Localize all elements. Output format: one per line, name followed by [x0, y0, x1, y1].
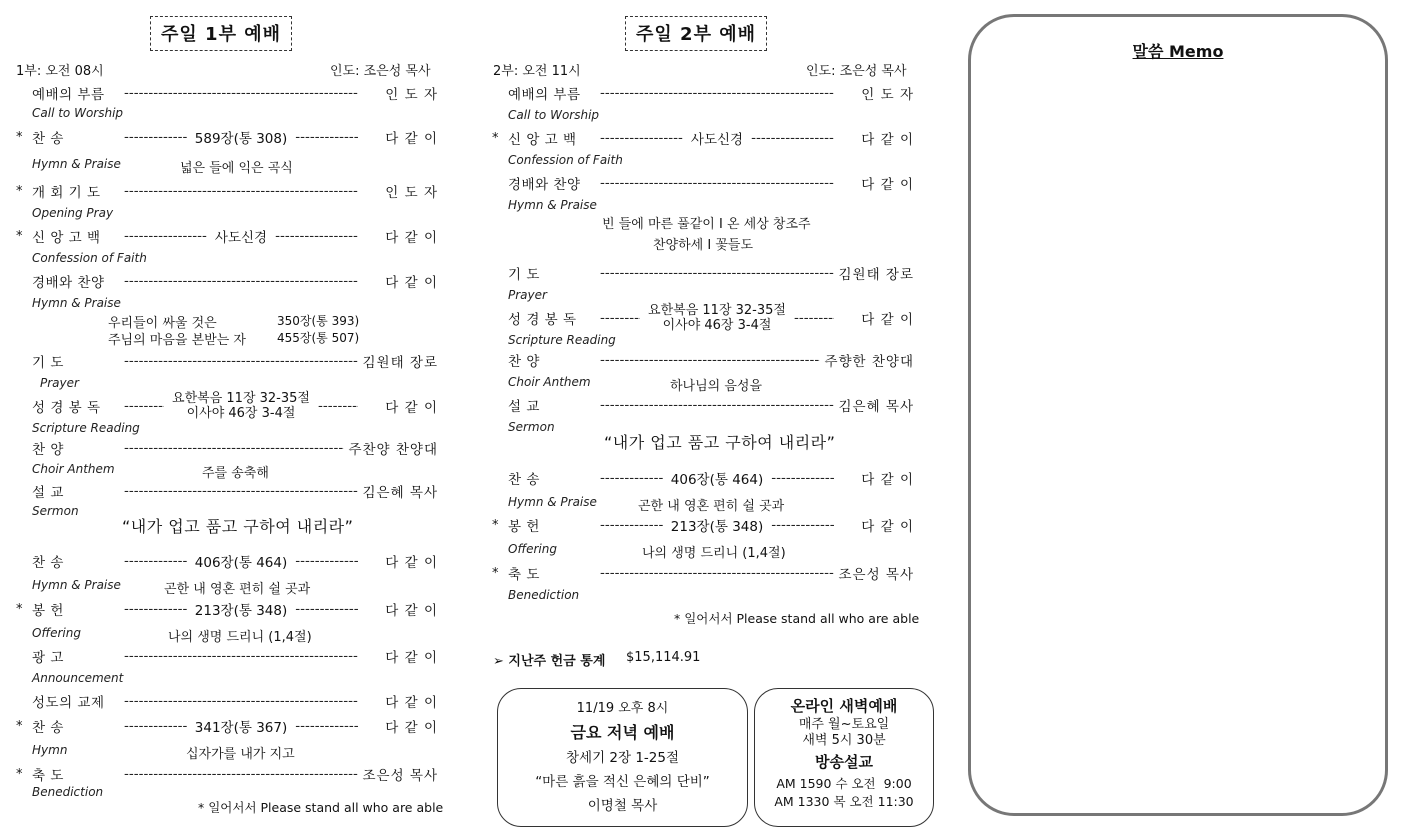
order-label: 신 앙 고 백 — [508, 132, 577, 148]
order-label: 찬 송 — [32, 555, 64, 571]
order-label: 성도의 교제 — [32, 695, 105, 711]
friday-service-box — [497, 688, 748, 827]
order-row — [32, 646, 438, 666]
order-label: 찬 송 — [32, 720, 64, 736]
leader-dots — [124, 718, 187, 734]
sermon-title: “내가 업고 품고 구하여 내리라” — [122, 517, 354, 536]
order-row — [508, 83, 914, 103]
leader-dots — [600, 310, 640, 326]
order-leader: 다 같 이 — [385, 555, 439, 571]
order-row — [32, 438, 438, 458]
service2-leader: 인도: 조은성 목사 — [806, 64, 907, 79]
english-caption: Hymn & Praise — [32, 578, 121, 592]
friday-preacher: 이명철 목사 — [587, 798, 658, 815]
service1-title: 주일 1부 예배 — [150, 16, 292, 51]
leader-dots — [600, 175, 834, 191]
song-title: 나의 생명 드리니 (1,4절) — [168, 630, 312, 645]
order-row — [16, 226, 439, 246]
order-row — [32, 691, 438, 711]
stand-footnote: * 일어서서 Please stand all who are able — [674, 611, 920, 626]
english-caption: Sermon — [508, 420, 555, 434]
english-caption: Confession of Faith — [508, 153, 623, 167]
stand-mark: * — [16, 228, 23, 244]
order-detail: 사도신경 — [214, 230, 268, 246]
order-label: 축 도 — [508, 567, 540, 583]
order-label: 기 도 — [508, 267, 540, 283]
song-title: 십자가를 내가 지고 — [186, 747, 295, 762]
leader-dots — [600, 130, 683, 146]
order-row — [508, 303, 914, 333]
english-caption: Choir Anthem — [32, 462, 115, 476]
order-label: 찬 양 — [508, 354, 540, 370]
leader-dots — [318, 398, 358, 414]
service1-time: 1부: 오전 08시 — [16, 64, 104, 79]
order-label: 예배의 부름 — [32, 87, 105, 103]
leader-dots — [600, 85, 834, 101]
order-leader: 다 같 이 — [385, 603, 439, 619]
leader-dots — [751, 130, 834, 146]
scripture-line-2: 이사야 46장 3-4절 — [186, 406, 296, 421]
leader-dots — [124, 483, 358, 499]
order-row — [16, 181, 438, 201]
order-leader: 김은혜 목사 — [838, 399, 914, 415]
song-title: 넓은 들에 익은 곡식 — [180, 161, 293, 176]
praise-song-title: 주님의 마음을 본받는 자 — [108, 333, 246, 348]
song-title: 하나님의 음성을 — [670, 379, 763, 394]
stand-mark: * — [16, 129, 23, 145]
scripture-line-1: 요한복음 11장 32-35절 — [172, 391, 310, 406]
english-caption: Call to Worship — [508, 108, 600, 122]
am1330-line: AM 1330 목 오전 11:30 — [774, 794, 914, 810]
leader-dots — [600, 352, 820, 368]
memo-box[interactable] — [968, 14, 1388, 816]
english-caption: Prayer — [508, 288, 547, 302]
stand-footnote: * 일어서서 Please stand all who are able — [198, 800, 444, 815]
order-leader: 다 같 이 — [385, 131, 439, 147]
order-row — [508, 350, 914, 370]
order-row — [508, 468, 914, 488]
order-row — [32, 351, 438, 371]
order-label: 축 도 — [32, 768, 64, 784]
order-leader: 다 같 이 — [385, 275, 438, 291]
leader-dots — [124, 766, 358, 782]
order-leader: 다 같 이 — [385, 695, 438, 711]
praise-song-line: 찬양하세 I 꽃들도 — [653, 238, 754, 253]
order-label: 광 고 — [32, 650, 64, 666]
service1-leader: 인도: 조은성 목사 — [330, 64, 431, 79]
online-dawn-box — [754, 688, 934, 827]
order-label: 기 도 — [32, 355, 64, 371]
order-detail: 사도신경 — [690, 132, 744, 148]
leader-dots — [124, 85, 358, 101]
order-leader: 조은성 목사 — [838, 567, 914, 583]
leader-dots — [124, 601, 187, 617]
leader-dots — [124, 273, 358, 289]
stand-mark: * — [492, 565, 499, 581]
order-label: 신 앙 고 백 — [32, 230, 101, 246]
order-detail: 406장(통 464) — [194, 555, 288, 571]
order-leader: 다 같 이 — [385, 230, 439, 246]
order-leader: 주향한 찬양대 — [824, 354, 914, 370]
order-leader: 다 같 이 — [385, 650, 438, 666]
friday-scripture: 창세기 2장 1-25절 — [565, 749, 679, 766]
order-row — [32, 551, 438, 571]
leader-dots — [124, 398, 164, 414]
english-caption: Hymn & Praise — [508, 495, 597, 509]
friday-date: 11/19 오후 8시 — [576, 701, 669, 716]
song-title: 곤한 내 영혼 편히 쉴 곳과 — [638, 499, 785, 514]
online-line2: 새벽 5시 30분 — [802, 732, 886, 748]
leader-dots — [124, 228, 207, 244]
leader-dots — [124, 553, 187, 569]
online-title: 온라인 새벽예배 — [790, 697, 898, 715]
order-detail — [644, 303, 790, 333]
order-leader: 김원태 장로 — [362, 355, 438, 371]
order-row — [16, 127, 439, 147]
stand-mark: * — [16, 718, 23, 734]
stand-mark: * — [16, 183, 23, 199]
english-caption: Hymn — [32, 743, 68, 757]
memo-title: 말씀 Memo — [1132, 42, 1224, 61]
english-caption: Hymn & Praise — [508, 198, 597, 212]
order-leader: 인 도 자 — [385, 185, 438, 201]
online-line1: 매주 월~토요일 — [798, 717, 890, 732]
english-caption: Offering — [32, 626, 81, 640]
order-leader: 주찬양 찬양대 — [348, 442, 438, 458]
order-leader: 다 같 이 — [861, 472, 915, 488]
leader-dots — [124, 440, 344, 456]
leader-dots — [794, 310, 834, 326]
stand-mark: * — [492, 130, 499, 146]
english-caption: Sermon — [32, 504, 79, 518]
order-leader: 김은혜 목사 — [362, 485, 438, 501]
english-caption: Opening Pray — [32, 206, 114, 220]
order-row — [492, 515, 915, 535]
leader-dots — [295, 718, 358, 734]
leader-dots — [124, 353, 358, 369]
english-caption: Hymn & Praise — [32, 296, 121, 310]
praise-song-number: 455장(통 507) — [277, 331, 360, 345]
broadcast-title: 방송설교 — [815, 753, 873, 772]
english-caption: Announcement — [32, 671, 124, 685]
order-label: 성 경 봉 독 — [508, 312, 577, 328]
song-title: 주를 송축해 — [202, 466, 269, 481]
scripture-line-2: 이사야 46장 3-4절 — [662, 318, 772, 333]
order-detail — [168, 391, 314, 421]
order-label: 봉 헌 — [508, 519, 540, 535]
offering-amount: $15,114.91 — [626, 650, 701, 665]
english-caption: Choir Anthem — [508, 375, 591, 389]
leader-dots — [771, 517, 834, 533]
stand-mark: * — [492, 517, 499, 533]
order-label: 성 경 봉 독 — [32, 400, 101, 416]
order-leader: 다 같 이 — [385, 400, 438, 416]
order-row — [16, 764, 438, 784]
order-leader: 김원태 장로 — [838, 267, 914, 283]
order-leader: 인 도 자 — [385, 87, 438, 103]
order-row — [508, 173, 914, 193]
leader-dots — [124, 693, 358, 709]
english-caption: Hymn & Praise — [32, 157, 121, 171]
praise-song-number: 350장(통 393) — [277, 314, 360, 328]
leader-dots — [771, 470, 834, 486]
order-row — [492, 563, 914, 583]
order-detail: 213장(통 348) — [194, 603, 288, 619]
leader-dots — [275, 228, 358, 244]
friday-title: 금요 저녁 예배 — [570, 722, 675, 742]
order-row — [16, 599, 439, 619]
english-caption: Scripture Reading — [32, 421, 140, 435]
order-row — [508, 395, 914, 415]
scripture-line-1: 요한복음 11장 32-35절 — [648, 303, 786, 318]
order-label: 개 회 기 도 — [32, 185, 101, 201]
order-detail: 406장(통 464) — [670, 472, 764, 488]
leader-dots — [600, 517, 663, 533]
leader-dots — [600, 470, 663, 486]
leader-dots — [600, 397, 834, 413]
order-leader: 다 같 이 — [861, 132, 915, 148]
order-label: 찬 양 — [32, 442, 64, 458]
song-title: 나의 생명 드리니 (1,4절) — [642, 546, 786, 561]
order-row — [508, 263, 914, 283]
praise-song-line: 빈 들에 마른 풀같이 I 온 세상 창조주 — [602, 217, 811, 232]
praise-song-title: 우리들이 싸울 것은 — [108, 316, 217, 331]
order-leader: 인 도 자 — [861, 87, 914, 103]
english-caption: Prayer — [40, 376, 79, 390]
offering-label: ➢ 지난주 헌금 통계 — [493, 654, 606, 669]
english-caption: Call to Worship — [32, 106, 124, 120]
leader-dots — [124, 648, 358, 664]
order-row — [32, 481, 438, 501]
order-label: 경배와 찬양 — [32, 275, 105, 291]
order-label: 설 교 — [32, 485, 64, 501]
order-leader: 다 같 이 — [385, 720, 439, 736]
leader-dots — [295, 601, 358, 617]
english-caption: Scripture Reading — [508, 333, 616, 347]
english-caption: Benediction — [508, 588, 580, 602]
order-leader: 다 같 이 — [861, 177, 914, 193]
leader-dots — [295, 553, 358, 569]
am1590-line: AM 1590 수 오전 9:00 — [776, 776, 912, 792]
order-leader: 다 같 이 — [861, 312, 914, 328]
order-row — [16, 716, 439, 736]
order-row — [32, 271, 438, 291]
english-caption: Benediction — [32, 785, 104, 799]
order-leader: 조은성 목사 — [362, 768, 438, 784]
song-title: 곤한 내 영혼 편히 쉴 곳과 — [164, 582, 311, 597]
english-caption: Confession of Faith — [32, 251, 147, 265]
leader-dots — [124, 183, 358, 199]
order-label: 봉 헌 — [32, 603, 64, 619]
order-label: 찬 송 — [32, 131, 64, 147]
order-row — [492, 128, 915, 148]
order-detail: 213장(통 348) — [670, 519, 764, 535]
order-detail: 341장(통 367) — [194, 720, 288, 736]
order-leader: 다 같 이 — [861, 519, 915, 535]
service2-title: 주일 2부 예배 — [625, 16, 767, 51]
order-label: 예배의 부름 — [508, 87, 581, 103]
leader-dots — [124, 129, 187, 145]
stand-mark: * — [16, 601, 23, 617]
order-label: 찬 송 — [508, 472, 540, 488]
order-detail: 589장(통 308) — [194, 131, 288, 147]
leader-dots — [295, 129, 358, 145]
friday-sermon: “마른 흙을 적신 은혜의 단비” — [535, 773, 710, 790]
order-label: 설 교 — [508, 399, 540, 415]
order-row — [32, 391, 438, 421]
sermon-title: “내가 업고 품고 구하여 내리라” — [604, 433, 836, 452]
service2-time: 2부: 오전 11시 — [493, 64, 581, 79]
english-caption: Offering — [508, 542, 557, 556]
leader-dots — [600, 265, 834, 281]
order-label: 경배와 찬양 — [508, 177, 581, 193]
stand-mark: * — [16, 766, 23, 782]
leader-dots — [600, 565, 834, 581]
order-row — [32, 83, 438, 103]
